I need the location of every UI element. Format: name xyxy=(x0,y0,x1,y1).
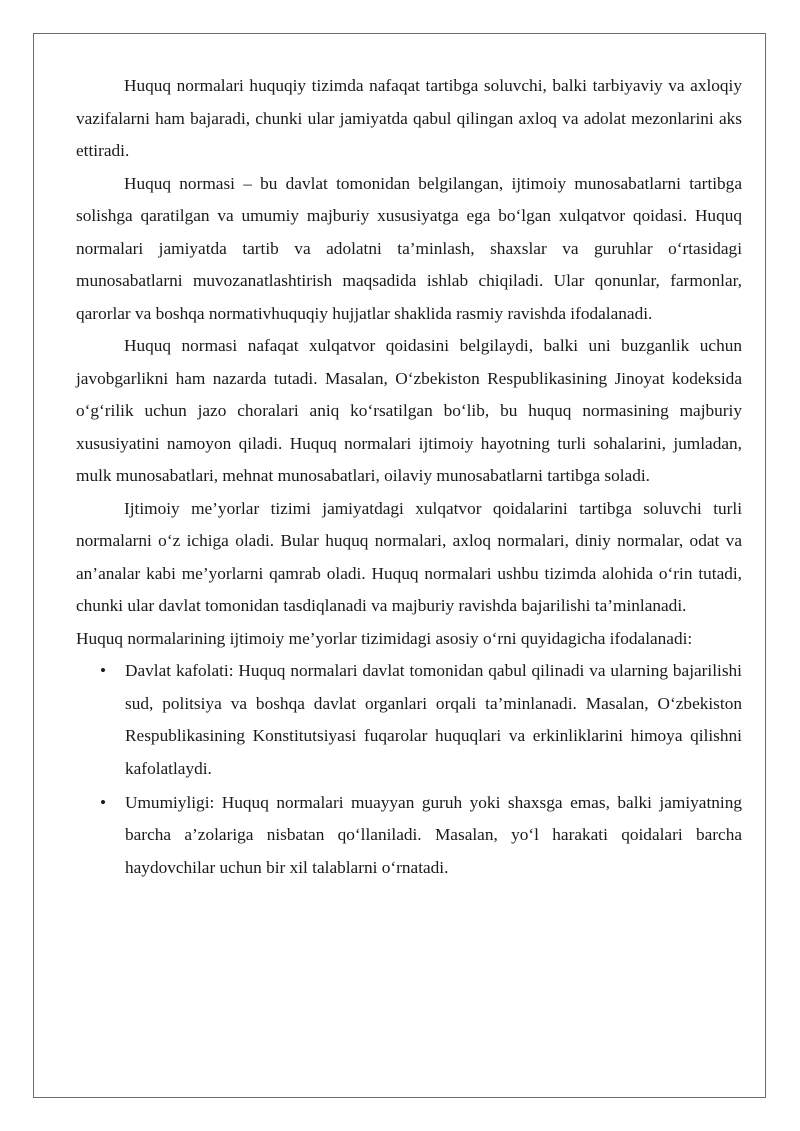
document-body xyxy=(76,70,742,886)
list-item xyxy=(76,787,742,885)
bullet-icon: • xyxy=(100,792,107,812)
list-item-text: Umumiyligi: Huquq normalari muayyan guruh yoki shaxsga emas, balki jamiyatning barcha a’zolariga nisbatan qo‘llaniladi. Masalan, yo‘l harakati qoidalari barcha haydovchilar uchun bir xil talablarni o‘rnatadi. xyxy=(125,792,742,877)
paragraph: Ijtimoiy me’yorlar tizimi jamiyatdagi xulqatvor qoidalarini tartibga soluvchi turli normalarni o‘z ichiga oladi. Bular huquq normalari, axloq normalari, diniy normalar, odat va an’analar kabi me’yorlarni qamrab oladi. Huquq normalari ushbu tizimda alohida o‘rin tutadi, chunki ular davlat tomonidan tasdiqlanadi va majburiy ravishda bajarilishi ta’minlanadi. xyxy=(76,498,742,615)
paragraph: Huquq normalari huquqiy tizimda nafaqat tartibga soluvchi, balki tarbiyaviy va axloqiy vazifalarni ham bajaradi, chunki ular jamiyatda qabul qilingan axloq va adolat mezonlarini aks ettiradi. xyxy=(76,76,742,160)
list-item-text: Davlat kafolati: Huquq normalari davlat tomonidan qabul qilinadi va ularning bajarilishi sud, politsiya va boshqa davlat organlari orqali ta’minlanadi. Masalan, O‘zbekiston Respublikasining Konstitutsiyasi fuqarolar huquqlari va erkinliklarini himoya qilishni kafolatlaydi. xyxy=(125,661,742,778)
paragraph: Huquq normasi nafaqat xulqatvor qoidasini belgilaydi, balki uni buzganlik uchun javobgarlikni ham nazarda tutadi. Masalan, O‘zbekiston Respublikasining Jinoyat kodeksida o‘g‘rilik uchun jazo choralari aniq ko‘rsatilgan bo‘lib, bu huquq normasining majburiy xususiyatini namoyon qiladi. Huquq normalari ijtimoiy hayotning turli sohalarini, jumladan, mulk munosabatlari, mehnat munosabatlari, oilaviy munosabatlarni tartibga soladi. xyxy=(76,336,742,485)
bullet-list xyxy=(76,655,742,884)
paragraph: Huquq normasi – bu davlat tomonidan belgilangan, ijtimoiy munosabatlarni tartibga solishga qaratilgan va umumiy majburiy xususiyatga ega bo‘lgan xulqatvor qoidasi. Huquq normalari jamiyatda tartib va adolatni ta’minlash, shaxslar va guruhlar o‘rtasidagi munosabatlarni muvozanatlashtirish maqsadida ishlab chiqiladi. Ular qonunlar, farmonlar, qarorlar va boshqa normativhuquqiy hujjatlar shaklida rasmiy ravishda ifodalanadi. xyxy=(76,173,742,323)
list-intro: Huquq normalarining ijtimoiy me’yorlar tizimidagi asosiy o‘rni quyidagicha ifodalanadi: xyxy=(76,628,693,648)
list-item xyxy=(76,655,742,785)
bullet-icon: • xyxy=(100,661,107,680)
